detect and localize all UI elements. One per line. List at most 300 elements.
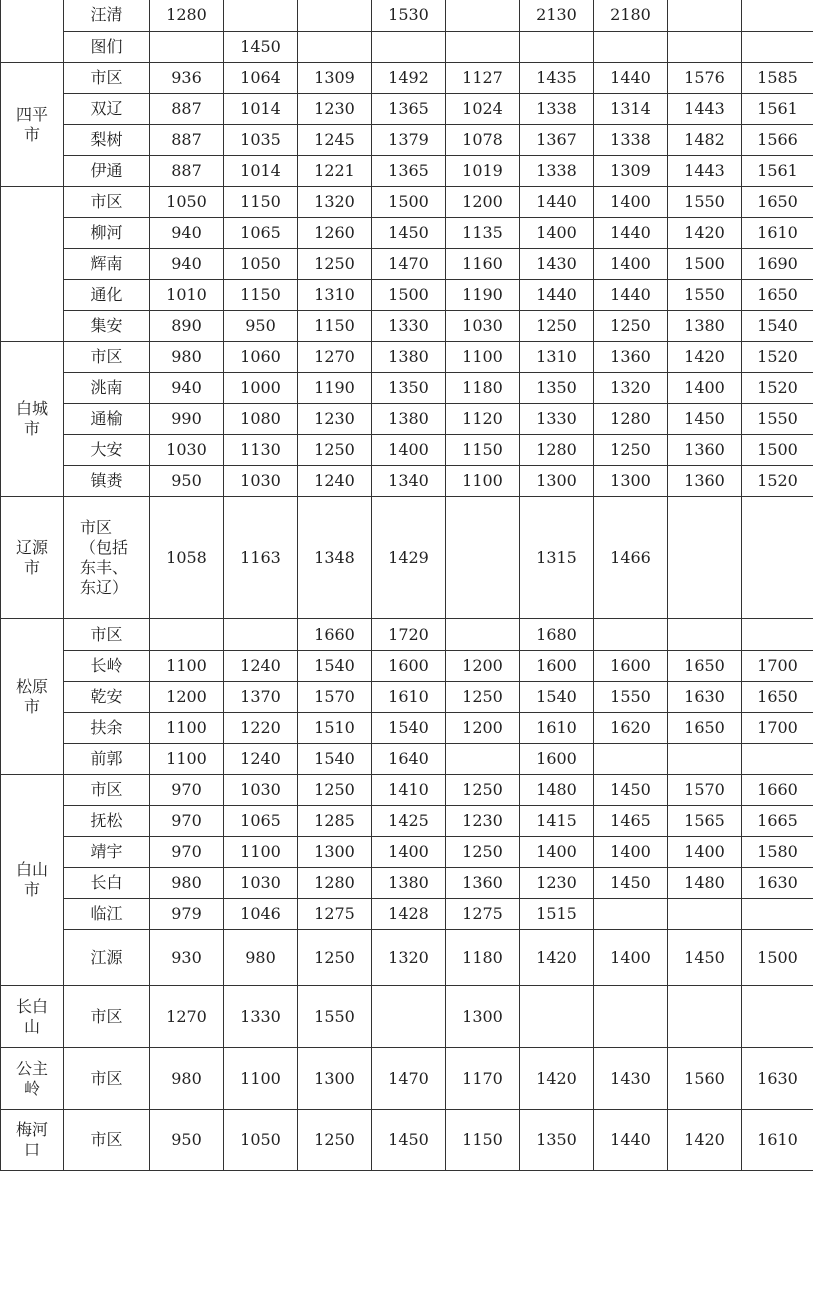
value-cell: 1400 bbox=[372, 435, 446, 466]
value-cell: 1680 bbox=[520, 619, 594, 651]
value-cell: 1420 bbox=[668, 218, 742, 249]
value-cell: 980 bbox=[150, 1048, 224, 1110]
value-cell: 1078 bbox=[446, 125, 520, 156]
value-cell: 1315 bbox=[520, 497, 594, 619]
value-cell: 940 bbox=[150, 218, 224, 249]
value-cell: 1250 bbox=[446, 682, 520, 713]
district-cell: 辉南 bbox=[64, 249, 150, 280]
value-cell: 1630 bbox=[742, 1048, 813, 1110]
value-cell: 1200 bbox=[446, 187, 520, 218]
value-cell: 1640 bbox=[372, 744, 446, 775]
value-cell bbox=[298, 0, 372, 32]
value-cell: 1480 bbox=[520, 775, 594, 806]
table-row bbox=[1, 0, 813, 32]
table-row bbox=[1, 94, 813, 125]
value-cell: 887 bbox=[150, 156, 224, 187]
value-cell: 1150 bbox=[446, 435, 520, 466]
value-cell: 1135 bbox=[446, 218, 520, 249]
region-cell: 长白山 bbox=[1, 986, 64, 1048]
value-cell: 1309 bbox=[594, 156, 668, 187]
value-cell: 1450 bbox=[668, 930, 742, 986]
value-cell: 1429 bbox=[372, 497, 446, 619]
value-cell bbox=[446, 0, 520, 32]
value-cell: 1465 bbox=[594, 806, 668, 837]
district-cell: 临江 bbox=[64, 899, 150, 930]
value-cell bbox=[594, 619, 668, 651]
value-cell: 1540 bbox=[742, 311, 813, 342]
value-cell bbox=[446, 497, 520, 619]
value-cell bbox=[742, 619, 813, 651]
value-cell: 1300 bbox=[520, 466, 594, 497]
value-cell: 1630 bbox=[668, 682, 742, 713]
value-cell: 890 bbox=[150, 311, 224, 342]
value-cell: 1610 bbox=[372, 682, 446, 713]
value-cell: 1190 bbox=[298, 373, 372, 404]
value-cell bbox=[742, 899, 813, 930]
value-cell: 1440 bbox=[520, 280, 594, 311]
value-cell: 1665 bbox=[742, 806, 813, 837]
value-cell: 1443 bbox=[668, 94, 742, 125]
value-cell bbox=[742, 32, 813, 63]
value-cell: 1430 bbox=[520, 249, 594, 280]
value-cell: 1428 bbox=[372, 899, 446, 930]
value-cell: 1440 bbox=[594, 218, 668, 249]
value-cell: 1650 bbox=[668, 713, 742, 744]
value-cell: 1170 bbox=[446, 1048, 520, 1110]
district-cell: 市区 bbox=[64, 986, 150, 1048]
district-cell: 市区（包括东丰、东辽） bbox=[64, 497, 150, 619]
value-cell: 1660 bbox=[742, 775, 813, 806]
table-row bbox=[1, 249, 813, 280]
value-cell bbox=[668, 986, 742, 1048]
value-cell: 1348 bbox=[298, 497, 372, 619]
table-row bbox=[1, 497, 813, 619]
value-cell: 1576 bbox=[668, 63, 742, 94]
value-cell bbox=[446, 619, 520, 651]
value-cell bbox=[520, 986, 594, 1048]
value-cell: 1250 bbox=[298, 435, 372, 466]
value-cell bbox=[594, 32, 668, 63]
value-cell: 1314 bbox=[594, 94, 668, 125]
value-cell: 1150 bbox=[298, 311, 372, 342]
value-cell: 1100 bbox=[224, 837, 298, 868]
value-cell: 1014 bbox=[224, 94, 298, 125]
value-cell: 1440 bbox=[594, 1110, 668, 1171]
value-cell: 1270 bbox=[298, 342, 372, 373]
value-cell: 1570 bbox=[668, 775, 742, 806]
value-cell: 1530 bbox=[372, 0, 446, 32]
value-cell: 1440 bbox=[594, 63, 668, 94]
value-cell: 1410 bbox=[372, 775, 446, 806]
value-cell: 1380 bbox=[668, 311, 742, 342]
table-row bbox=[1, 125, 813, 156]
value-cell bbox=[668, 32, 742, 63]
value-cell: 1360 bbox=[446, 868, 520, 899]
district-cell: 市区 bbox=[64, 63, 150, 94]
district-cell: 市区 bbox=[64, 342, 150, 373]
value-cell bbox=[742, 986, 813, 1048]
value-cell: 950 bbox=[150, 466, 224, 497]
value-cell: 1309 bbox=[298, 63, 372, 94]
value-cell: 1450 bbox=[594, 868, 668, 899]
value-cell: 1065 bbox=[224, 218, 298, 249]
district-cell: 扶余 bbox=[64, 713, 150, 744]
value-cell: 1180 bbox=[446, 930, 520, 986]
value-cell bbox=[446, 744, 520, 775]
value-cell: 970 bbox=[150, 775, 224, 806]
table-row bbox=[1, 651, 813, 682]
value-cell: 1010 bbox=[150, 280, 224, 311]
value-cell: 1370 bbox=[224, 682, 298, 713]
value-cell: 1520 bbox=[742, 342, 813, 373]
value-cell: 1200 bbox=[150, 682, 224, 713]
value-cell: 1360 bbox=[668, 435, 742, 466]
region-cell bbox=[1, 0, 64, 63]
value-cell: 1030 bbox=[224, 775, 298, 806]
value-cell: 970 bbox=[150, 837, 224, 868]
value-cell: 1030 bbox=[224, 868, 298, 899]
value-cell: 1230 bbox=[298, 94, 372, 125]
value-cell: 1024 bbox=[446, 94, 520, 125]
value-cell: 1360 bbox=[668, 466, 742, 497]
value-cell: 1035 bbox=[224, 125, 298, 156]
value-cell: 1400 bbox=[372, 837, 446, 868]
value-cell: 1480 bbox=[668, 868, 742, 899]
value-cell: 1275 bbox=[446, 899, 520, 930]
value-cell: 1630 bbox=[742, 868, 813, 899]
value-cell: 1250 bbox=[298, 775, 372, 806]
table-row bbox=[1, 986, 813, 1048]
value-cell: 1230 bbox=[446, 806, 520, 837]
value-cell bbox=[668, 744, 742, 775]
district-cell: 靖宇 bbox=[64, 837, 150, 868]
value-cell: 950 bbox=[150, 1110, 224, 1171]
value-cell: 1365 bbox=[372, 156, 446, 187]
district-cell: 市区 bbox=[64, 1048, 150, 1110]
value-cell: 1310 bbox=[298, 280, 372, 311]
value-cell: 1561 bbox=[742, 156, 813, 187]
value-cell: 1230 bbox=[298, 404, 372, 435]
value-cell: 1380 bbox=[372, 342, 446, 373]
value-cell bbox=[594, 744, 668, 775]
value-cell: 1200 bbox=[446, 651, 520, 682]
value-cell: 1320 bbox=[372, 930, 446, 986]
value-cell: 1065 bbox=[224, 806, 298, 837]
value-cell: 1580 bbox=[742, 837, 813, 868]
table-row bbox=[1, 775, 813, 806]
value-cell: 1300 bbox=[594, 466, 668, 497]
value-cell: 1466 bbox=[594, 497, 668, 619]
value-cell: 979 bbox=[150, 899, 224, 930]
value-cell: 1570 bbox=[298, 682, 372, 713]
value-cell: 1250 bbox=[520, 311, 594, 342]
value-cell: 1150 bbox=[224, 280, 298, 311]
value-cell: 1160 bbox=[446, 249, 520, 280]
value-cell: 1566 bbox=[742, 125, 813, 156]
value-cell: 1050 bbox=[224, 249, 298, 280]
value-cell: 887 bbox=[150, 94, 224, 125]
value-cell: 1415 bbox=[520, 806, 594, 837]
table-row bbox=[1, 806, 813, 837]
value-cell: 930 bbox=[150, 930, 224, 986]
value-cell: 1400 bbox=[520, 218, 594, 249]
value-cell: 1540 bbox=[298, 651, 372, 682]
value-cell bbox=[372, 32, 446, 63]
value-cell: 1561 bbox=[742, 94, 813, 125]
value-cell: 1250 bbox=[298, 930, 372, 986]
value-cell: 1130 bbox=[224, 435, 298, 466]
value-cell: 1163 bbox=[224, 497, 298, 619]
table-row bbox=[1, 744, 813, 775]
value-cell bbox=[668, 899, 742, 930]
value-cell: 1540 bbox=[298, 744, 372, 775]
value-cell: 1482 bbox=[668, 125, 742, 156]
value-cell: 1260 bbox=[298, 218, 372, 249]
table-row bbox=[1, 713, 813, 744]
value-cell bbox=[742, 0, 813, 32]
value-cell: 1500 bbox=[372, 280, 446, 311]
value-cell: 1127 bbox=[446, 63, 520, 94]
value-cell: 1240 bbox=[224, 744, 298, 775]
value-cell: 1450 bbox=[224, 32, 298, 63]
value-cell: 1340 bbox=[372, 466, 446, 497]
value-cell: 1400 bbox=[594, 187, 668, 218]
district-cell: 柳河 bbox=[64, 218, 150, 249]
value-cell: 1250 bbox=[298, 249, 372, 280]
value-cell: 1470 bbox=[372, 1048, 446, 1110]
value-cell: 1150 bbox=[224, 187, 298, 218]
district-cell: 乾安 bbox=[64, 682, 150, 713]
value-cell: 1500 bbox=[668, 249, 742, 280]
district-cell: 通榆 bbox=[64, 404, 150, 435]
value-cell bbox=[150, 32, 224, 63]
value-cell: 1000 bbox=[224, 373, 298, 404]
value-cell: 1030 bbox=[446, 311, 520, 342]
district-cell: 市区 bbox=[64, 187, 150, 218]
district-cell: 通化 bbox=[64, 280, 150, 311]
district-cell: 镇赉 bbox=[64, 466, 150, 497]
value-cell: 1660 bbox=[298, 619, 372, 651]
value-cell: 1064 bbox=[224, 63, 298, 94]
table-row bbox=[1, 435, 813, 466]
value-cell: 1520 bbox=[742, 373, 813, 404]
region-cell: 白山市 bbox=[1, 775, 64, 986]
value-cell bbox=[298, 32, 372, 63]
value-cell: 1240 bbox=[298, 466, 372, 497]
value-cell: 1450 bbox=[372, 1110, 446, 1171]
value-cell: 1030 bbox=[224, 466, 298, 497]
value-cell: 1320 bbox=[298, 187, 372, 218]
value-cell: 1492 bbox=[372, 63, 446, 94]
value-cell: 1520 bbox=[742, 466, 813, 497]
value-cell: 1280 bbox=[520, 435, 594, 466]
value-cell bbox=[668, 619, 742, 651]
table-row bbox=[1, 930, 813, 986]
value-cell: 1300 bbox=[298, 837, 372, 868]
value-cell: 1600 bbox=[520, 651, 594, 682]
district-cell: 长岭 bbox=[64, 651, 150, 682]
value-cell bbox=[372, 986, 446, 1048]
value-cell: 1338 bbox=[594, 125, 668, 156]
value-cell: 1190 bbox=[446, 280, 520, 311]
value-cell: 1330 bbox=[520, 404, 594, 435]
value-cell: 1360 bbox=[594, 342, 668, 373]
value-cell: 990 bbox=[150, 404, 224, 435]
table-row bbox=[1, 868, 813, 899]
value-cell: 1400 bbox=[594, 249, 668, 280]
value-cell: 1330 bbox=[224, 986, 298, 1048]
value-cell: 1515 bbox=[520, 899, 594, 930]
value-cell bbox=[446, 32, 520, 63]
value-cell: 1420 bbox=[520, 1048, 594, 1110]
value-cell: 1400 bbox=[594, 930, 668, 986]
value-cell: 1600 bbox=[594, 651, 668, 682]
value-cell: 1400 bbox=[594, 837, 668, 868]
region-cell: 松原市 bbox=[1, 619, 64, 775]
value-cell: 1610 bbox=[520, 713, 594, 744]
value-cell: 936 bbox=[150, 63, 224, 94]
value-cell: 1280 bbox=[150, 0, 224, 32]
district-cell: 图们 bbox=[64, 32, 150, 63]
value-cell: 1400 bbox=[668, 837, 742, 868]
value-cell: 1350 bbox=[520, 373, 594, 404]
value-cell: 1650 bbox=[668, 651, 742, 682]
value-cell: 1250 bbox=[446, 775, 520, 806]
value-cell: 1400 bbox=[668, 373, 742, 404]
value-cell bbox=[668, 0, 742, 32]
value-cell: 1600 bbox=[372, 651, 446, 682]
table-row bbox=[1, 1048, 813, 1110]
district-cell: 江源 bbox=[64, 930, 150, 986]
value-cell: 1550 bbox=[298, 986, 372, 1048]
value-cell: 1470 bbox=[372, 249, 446, 280]
value-cell: 1300 bbox=[446, 986, 520, 1048]
value-cell: 1100 bbox=[446, 342, 520, 373]
value-cell: 1400 bbox=[520, 837, 594, 868]
value-cell: 1338 bbox=[520, 156, 594, 187]
value-cell: 1014 bbox=[224, 156, 298, 187]
district-cell: 长白 bbox=[64, 868, 150, 899]
table-row bbox=[1, 1110, 813, 1171]
value-cell: 1030 bbox=[150, 435, 224, 466]
value-cell: 1060 bbox=[224, 342, 298, 373]
value-cell: 1280 bbox=[594, 404, 668, 435]
value-cell: 1100 bbox=[150, 713, 224, 744]
value-cell: 1600 bbox=[520, 744, 594, 775]
value-cell: 1700 bbox=[742, 651, 813, 682]
value-cell: 1450 bbox=[594, 775, 668, 806]
value-cell: 1380 bbox=[372, 868, 446, 899]
table-row bbox=[1, 342, 813, 373]
value-cell bbox=[224, 619, 298, 651]
table-row bbox=[1, 32, 813, 63]
value-cell bbox=[594, 899, 668, 930]
value-cell: 1220 bbox=[224, 713, 298, 744]
value-cell bbox=[224, 0, 298, 32]
value-cell: 1435 bbox=[520, 63, 594, 94]
value-cell: 1350 bbox=[520, 1110, 594, 1171]
region-cell: 公主岭 bbox=[1, 1048, 64, 1110]
table-row bbox=[1, 466, 813, 497]
value-cell: 1365 bbox=[372, 94, 446, 125]
district-cell: 抚松 bbox=[64, 806, 150, 837]
value-cell: 1650 bbox=[742, 280, 813, 311]
value-cell: 1430 bbox=[594, 1048, 668, 1110]
value-cell: 1550 bbox=[594, 682, 668, 713]
value-cell: 1320 bbox=[594, 373, 668, 404]
district-cell: 集安 bbox=[64, 311, 150, 342]
value-cell: 1120 bbox=[446, 404, 520, 435]
table-body bbox=[1, 0, 813, 1171]
value-cell: 1285 bbox=[298, 806, 372, 837]
value-cell: 1250 bbox=[298, 1110, 372, 1171]
value-cell: 1500 bbox=[372, 187, 446, 218]
value-cell: 1550 bbox=[668, 187, 742, 218]
value-cell: 1450 bbox=[372, 218, 446, 249]
table-row bbox=[1, 373, 813, 404]
table-row bbox=[1, 280, 813, 311]
value-cell: 980 bbox=[150, 868, 224, 899]
district-cell: 汪清 bbox=[64, 0, 150, 32]
value-cell: 1250 bbox=[594, 435, 668, 466]
table-row bbox=[1, 311, 813, 342]
value-cell: 1338 bbox=[520, 94, 594, 125]
value-cell: 1450 bbox=[668, 404, 742, 435]
value-cell: 1379 bbox=[372, 125, 446, 156]
value-cell: 1100 bbox=[150, 651, 224, 682]
value-cell: 1650 bbox=[742, 682, 813, 713]
value-cell bbox=[520, 32, 594, 63]
value-cell: 1200 bbox=[446, 713, 520, 744]
value-cell: 2180 bbox=[594, 0, 668, 32]
value-cell: 1610 bbox=[742, 218, 813, 249]
value-cell: 1240 bbox=[224, 651, 298, 682]
district-cell: 市区 bbox=[64, 619, 150, 651]
value-cell: 1420 bbox=[520, 930, 594, 986]
value-cell: 1440 bbox=[594, 280, 668, 311]
value-cell: 1367 bbox=[520, 125, 594, 156]
value-cell: 1180 bbox=[446, 373, 520, 404]
value-cell: 1019 bbox=[446, 156, 520, 187]
value-cell: 1500 bbox=[742, 930, 813, 986]
value-cell: 1050 bbox=[224, 1110, 298, 1171]
table-row bbox=[1, 63, 813, 94]
value-cell: 1058 bbox=[150, 497, 224, 619]
region-cell: 梅河口 bbox=[1, 1110, 64, 1171]
value-cell: 1540 bbox=[520, 682, 594, 713]
value-cell: 1560 bbox=[668, 1048, 742, 1110]
value-cell: 1420 bbox=[668, 342, 742, 373]
value-cell: 1310 bbox=[520, 342, 594, 373]
value-cell: 1500 bbox=[742, 435, 813, 466]
value-cell: 1443 bbox=[668, 156, 742, 187]
value-cell: 1420 bbox=[668, 1110, 742, 1171]
value-cell: 1280 bbox=[298, 868, 372, 899]
value-cell: 970 bbox=[150, 806, 224, 837]
district-cell: 市区 bbox=[64, 775, 150, 806]
value-cell: 940 bbox=[150, 249, 224, 280]
value-cell: 1620 bbox=[594, 713, 668, 744]
table-row bbox=[1, 187, 813, 218]
district-cell: 洮南 bbox=[64, 373, 150, 404]
value-cell: 1650 bbox=[742, 187, 813, 218]
value-cell: 1425 bbox=[372, 806, 446, 837]
value-cell: 1250 bbox=[594, 311, 668, 342]
table-row bbox=[1, 218, 813, 249]
region-cell: 四平市 bbox=[1, 63, 64, 187]
table-row bbox=[1, 837, 813, 868]
value-cell: 1050 bbox=[150, 187, 224, 218]
